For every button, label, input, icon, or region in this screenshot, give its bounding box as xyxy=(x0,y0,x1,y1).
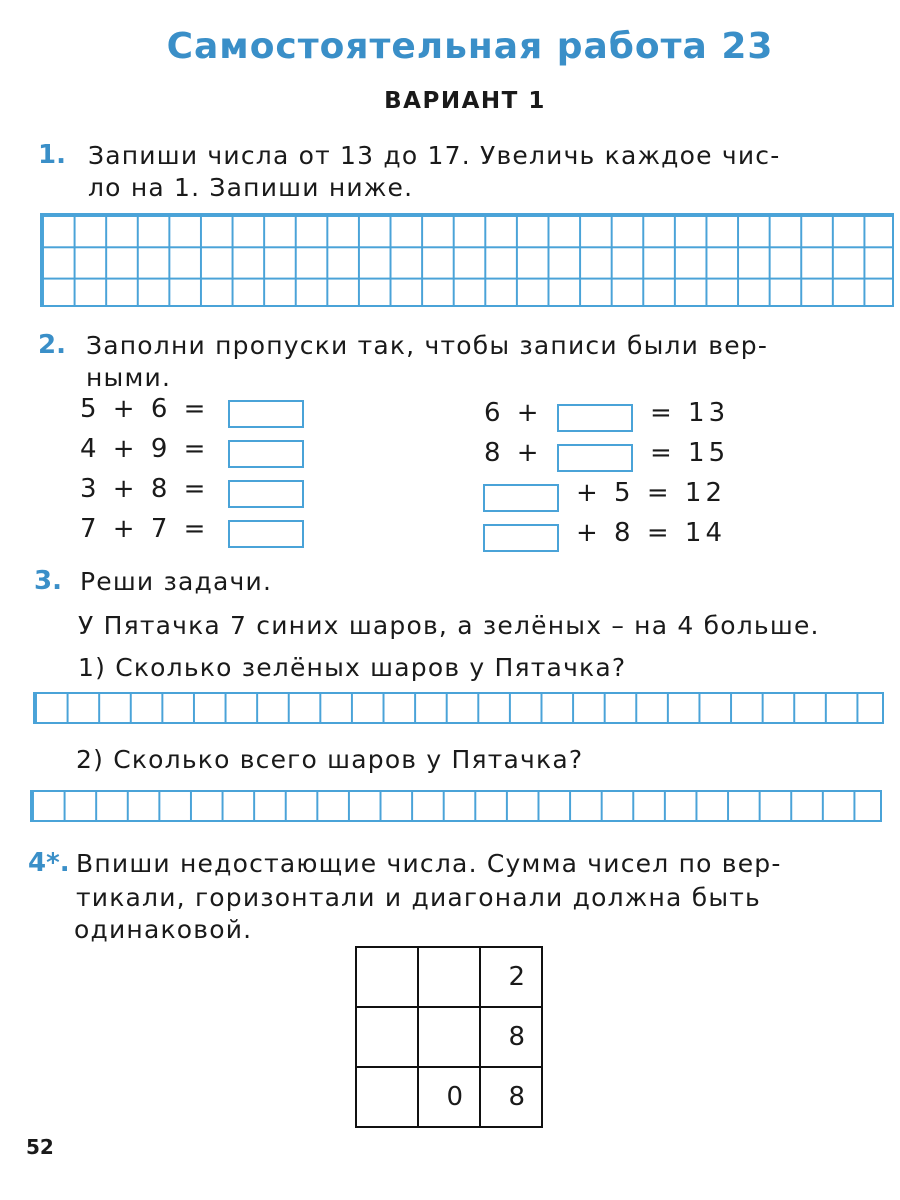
task4-text-line3: одинаковой. xyxy=(74,915,253,944)
task1-text-line2: ло на 1. Запиши ниже. xyxy=(88,173,414,202)
task4-text-line2: тикали, горизонтали и диагонали должна быть xyxy=(76,883,761,912)
task3-question-1: 1) Сколько зелёных шаров у Пятачка? xyxy=(78,653,627,682)
magic-cell[interactable] xyxy=(356,1067,418,1127)
answer-box-left-1[interactable] xyxy=(228,400,304,428)
task2-number: 2. xyxy=(38,330,66,360)
equation-right-3-end: + 5 = 12 xyxy=(576,478,726,508)
task1-answer-grid[interactable] xyxy=(40,213,894,307)
task2-text-line2: ными. xyxy=(86,363,172,392)
equation-left-2: 4 + 9 = xyxy=(80,434,210,464)
answer-box-left-3[interactable] xyxy=(228,480,304,508)
task3-answer-strip-2[interactable] xyxy=(30,790,882,822)
magic-cell: 0 xyxy=(418,1067,480,1127)
page-number: 52 xyxy=(26,1135,54,1159)
magic-square xyxy=(355,946,543,1128)
equation-right-4-end: + 8 = 14 xyxy=(576,518,726,548)
equation-right-1-start: 6 + xyxy=(484,398,543,428)
page-title: Самостоятельная работа 23 xyxy=(166,26,774,67)
magic-cell[interactable] xyxy=(356,1007,418,1067)
equation-right-2-end: = 15 xyxy=(650,438,730,468)
equation-right-1-end: = 13 xyxy=(650,398,730,428)
equation-left-3: 3 + 8 = xyxy=(80,474,210,504)
equation-left-1: 5 + 6 = xyxy=(80,394,210,424)
task1-text-line1: Запиши числа от 13 до 17. Увеличь каждое чис- xyxy=(88,141,781,170)
task3-question-2: 2) Сколько всего шаров у Пятачка? xyxy=(76,745,584,774)
task2-text-line1: Заполни пропуски так, чтобы записи были вер- xyxy=(86,331,769,360)
answer-box-right-2[interactable] xyxy=(557,444,633,472)
magic-cell[interactable] xyxy=(356,947,418,1007)
answer-box-right-4[interactable] xyxy=(483,524,559,552)
magic-cell[interactable] xyxy=(418,947,480,1007)
answer-box-right-3[interactable] xyxy=(483,484,559,512)
equation-right-2-start: 8 + xyxy=(484,438,543,468)
task3-condition: У Пятачка 7 синих шаров, а зелёных – на 4 больше. xyxy=(78,611,820,640)
variant-heading: ВАРИАНТ 1 xyxy=(384,88,546,114)
task3-number: 3. xyxy=(34,566,62,596)
task4-text-line1: Впиши недостающие числа. Сумма чисел по вер- xyxy=(76,849,782,878)
answer-box-right-1[interactable] xyxy=(557,404,633,432)
answer-box-left-4[interactable] xyxy=(228,520,304,548)
magic-cell: 2 xyxy=(480,947,542,1007)
task1-number: 1. xyxy=(38,140,66,170)
equation-left-4: 7 + 7 = xyxy=(80,514,210,544)
task3-heading: Реши задачи. xyxy=(80,567,273,596)
task4-number: 4*. xyxy=(28,848,70,878)
answer-box-left-2[interactable] xyxy=(228,440,304,468)
magic-cell: 8 xyxy=(480,1067,542,1127)
magic-cell[interactable] xyxy=(418,1007,480,1067)
magic-cell: 8 xyxy=(480,1007,542,1067)
task3-answer-strip-1[interactable] xyxy=(33,692,884,724)
